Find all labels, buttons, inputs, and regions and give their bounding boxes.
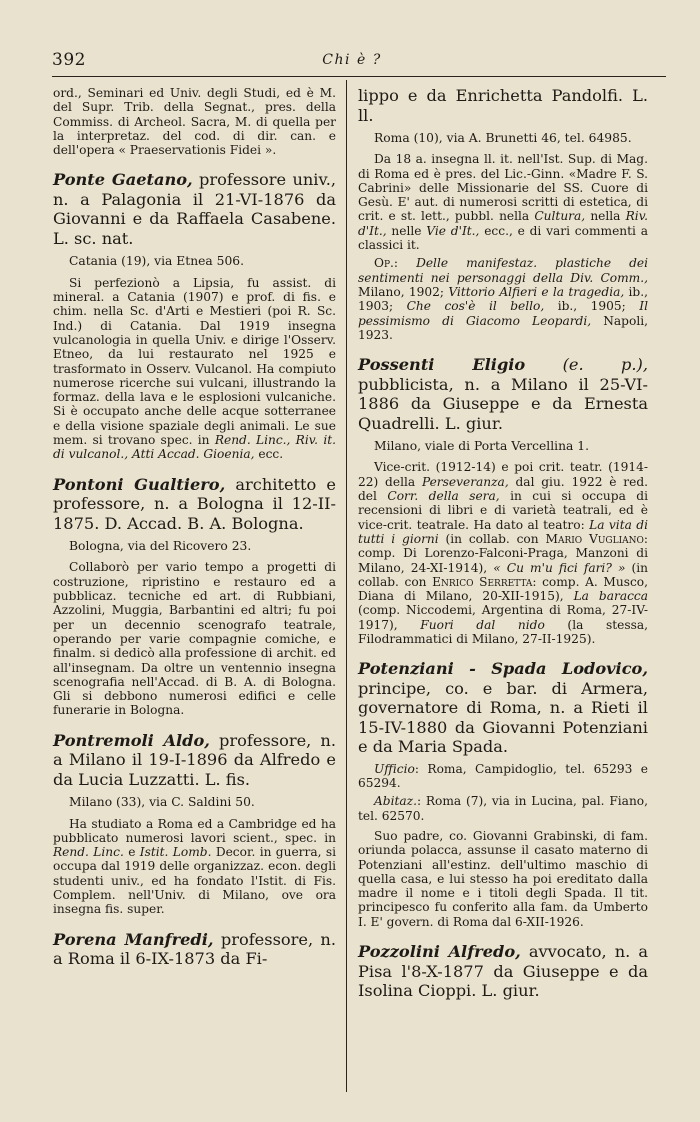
- entry-heading: lippo e da Enrichetta Pandolfi. L. ll.: [358, 86, 648, 125]
- column-divider: [346, 80, 347, 1092]
- entry-bio: Da 18 a. insegna ll. it. nell'Ist. Sup. di Mag. di Roma ed è pres. del Lic.-Ginn. «Madre F. S. Cabrini» delle Missionarie del SS. Cuore di Gesù. E' aut. di numerosi scritti di estetica, di crit. e st. lett., pubbl. nella Cultura, nella Riv. d'It., nelle Vie d'It., ecc., e di vari commenti a classici it.: [358, 152, 649, 253]
- entry-office: Ufficio: Roma, Campidoglio, tel. 65293 e 65294.: [358, 761, 648, 791]
- entry-bio: Vice-crit. (1912-14) e poi crit. teatr. (1914-22) della Perseveranza, dal giu. 1922 è red. del Corr. della sera, in cui si occupa di recensioni di libri e di varietà teatrali, ed è vice-crit. teatrale. Ha dato al teatro: La vita di tutti i giorni (in collab. con Mario Vugliano: comp. Di Lorenzo-Falconi-Praga, Manzoni di Milano, 24-XI-1914), « Cu m'u fici fari? » (in collab. con Enrico Serretta: comp. A. Musco, Diana di Milano, 20-XII-1915), La baracca (comp. Niccodemi, Argentina di Roma, 27-IV-1917), Fuori dal nido (la stessa, Filodrammatici di Milano, 27-II-1925).: [358, 460, 649, 647]
- right-column: [358, 86, 648, 1014]
- continued-entry: [53, 86, 336, 157]
- entry-home: Abitaz.: Roma (7), via in Lucina, pal. Fiano, tel. 62570.: [358, 794, 648, 823]
- entry-pseudonym: (e. p.),: [525, 355, 648, 375]
- entry-intro: professore univ., n. a Palagonia il 21-VI-1876 da Giovanni e da Raffaela Casabene. L. sc. nat.: [53, 170, 336, 248]
- entry-heading: [358, 355, 648, 433]
- entry-pontoni-gualtiero: [53, 475, 336, 718]
- entry-name: Potenziani - Spada Lodovico,: [358, 659, 648, 679]
- entry-works: Op.: Delle manifestaz. plastiche dei sentimenti nei personaggi della Div. Comm., Milano, 1902; Vittorio Alfieri e la tragedia, ib., 1903; Che cos'è il bello, ib., 1905; Il pessimismo di Giacomo Leopardi, Napoli, 1923.: [358, 256, 648, 342]
- entry-heading: [53, 170, 336, 248]
- entry-name: Porena Manfredi,: [53, 929, 214, 949]
- entry-address: Milano, viale di Porta Vercellina 1.: [374, 439, 589, 454]
- entry-intro: professore, n. a Milano il 19-I-1896 da Alfredo e da Lucia Luzzatti. L. fis.: [53, 730, 336, 789]
- entry-pozzolini-alfredo: [358, 942, 648, 1001]
- entry-possenti-eligio: [358, 355, 648, 646]
- entry-heading: [53, 731, 336, 790]
- entry-name: Pontremoli Aldo,: [53, 730, 210, 750]
- entry-potenziani-spada: [358, 659, 648, 929]
- entry-heading: [358, 659, 648, 757]
- entry-name: Ponte Gaetano,: [53, 170, 193, 190]
- page-number: 392: [52, 50, 86, 70]
- entry-bio: ord., Seminari ed Univ. degli Studi, ed è M. del Supr. Trib. della Segnat., pres. della Commiss. di Archeol. Sacra, M. di quella per la interpretaz. del cod. di dir. can. e dell'opera « Praeservationis Fidei ».: [53, 86, 336, 158]
- entry-name: Pontoni Gualtiero,: [53, 474, 226, 494]
- left-column: [53, 86, 336, 982]
- entry-intro: principe, co. e bar. di Armera, governatore di Roma, n. a Rieti il 15-IV-1880 da Giovanni Potenziani e da Maria Spada.: [358, 678, 648, 757]
- running-head: Chi è ?: [322, 52, 382, 68]
- entry-intro: architetto e professore, n. a Bologna il 12-II-1875. D. Accad. B. A. Bologna.: [53, 474, 336, 533]
- entry-bio: Si perfezionò a Lipsia, fu assist. di mineral. a Catania (1907) e prof. di fis. e chim. nella Sc. d'Arti e Mestieri (poi R. Sc. Ind.) di Catania. Dal 1919 insegna vulcanologia in quella Univ. e dirige l'Osserv. Etneo, da lui restaurato nel 1925 e trasformato in Osserv. Vulcanol. Ha compiuto numerose ricerche sui vulcani, illustrando la formaz. della lava e le esplosioni vulcaniche. Si è occupato anche delle acque sotterranee e della visione spaziale degli animali. Le sue mem. si trovano spec. in Rend. Linc., Riv. it. di vulcanol., Atti Accad. Gioenia, ecc.: [53, 275, 336, 462]
- entry-bio: Suo padre, co. Giovanni Grabinski, di fam. oriunda polacca, assunse il casato materno di Potenziani all'estinz. dell'ultimo maschio di quella casa, e lui stesso ha poi ereditato dalla madre il nome e i titoli degli Spada. Il tit. principesco fu conferito alla fam. da Umberto I. E' govern. di Roma dal 6-XII-1926.: [358, 829, 648, 929]
- page-header: [52, 50, 652, 72]
- entry-address: Catania (19), via Etnea 506.: [69, 254, 245, 269]
- entry-bio: Ha studiato a Roma ed a Cambridge ed ha pubblicato numerosi lavori scient., spec. in Rend. Linc. e Istit. Lomb. Decor. in guerra, si occupa dal 1919 delle organizzaz. econ. degli studenti univ., ed ha fondato l'Istit. di Fis. Complem. nell'Univ. di Milano, ove ora insegna fis. super.: [53, 816, 336, 917]
- entry-intro: professore, n. a Roma il 6-IX-1873 da Fi-: [53, 929, 336, 969]
- entry-address: Milano (33), via C. Saldini 50.: [69, 795, 255, 810]
- entry-address: Roma (10), via A. Brunetti 46, tel. 64985.: [374, 131, 632, 145]
- entry-intro: avvocato, n. a Pisa l'8-X-1877 da Giuseppe e da Isolina Cioppi. L. giur.: [358, 942, 648, 1001]
- entry-bio: Collaborò per vario tempo a progetti di costruzione, ripristino e restauro ed a pubblicaz. tecniche ed art. di Rubbiani, Azzolini, Muggia, Barbantini ed altri; fu poi per un decennio scenografo teatrale, operando per varie compagnie comiche, e finalm. si dedicò alla professione di archit. ed all'insegnam. Da oltre un ventennio insegna scenografia nell'Accad. di B. A. di Bologna. Gli si debbono numerosi edifici e celle funerarie in Bologna.: [53, 560, 336, 718]
- entry-name: Possenti Eligio: [358, 355, 526, 375]
- entry-heading: [53, 475, 336, 534]
- entry-name: Pozzolini Alfredo,: [358, 942, 521, 962]
- entry-porena-continued: [358, 86, 648, 342]
- entry-pontremoli-aldo: [53, 731, 336, 917]
- entry-heading: [53, 930, 336, 969]
- entry-address: Bologna, via del Ricovero 23.: [69, 539, 252, 554]
- entry-heading: [358, 942, 648, 1001]
- entry-porena-manfredi: [53, 930, 336, 969]
- header-rule: [52, 76, 666, 77]
- entry-ponte-gaetano: [53, 170, 336, 461]
- entry-intro: pubblicista, n. a Milano il 25-VI-1886 da Giuseppe e da Ernesta Quadrelli. L. giur.: [358, 374, 648, 433]
